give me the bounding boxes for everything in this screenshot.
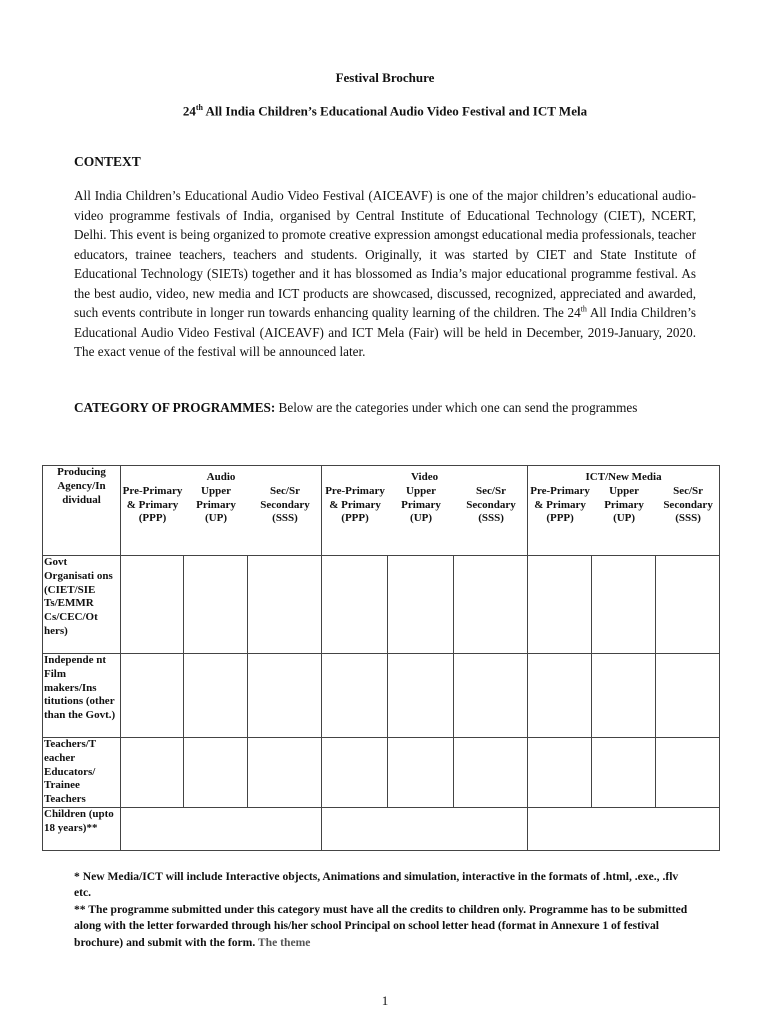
- footnotes: [74, 869, 696, 951]
- table-cell: [248, 556, 322, 654]
- header-producing-agency: Producing Agency/In dividual: [43, 466, 121, 556]
- table-cell: [592, 738, 656, 808]
- table-row: [43, 738, 720, 808]
- row-label-independent: Independe nt Film makers/Ins titutions (other than the Govt.): [43, 654, 121, 738]
- subtitle-text: All India Children’s Educational Audio Video Festival and ICT Mela: [203, 103, 588, 119]
- row-label-teachers: Teachers/T eacher Educators/ Trainee Teachers: [43, 738, 121, 808]
- header-group-audio: [121, 466, 322, 556]
- audio-subheader-sss: Sec/Sr Secondary (SSS): [260, 484, 310, 525]
- audio-subheader-ppp: Pre-Primary & Primary (PPP): [122, 484, 183, 525]
- group-label-ict: ICT/New Media: [585, 471, 662, 483]
- video-subheader-ppp: Pre-Primary & Primary (PPP): [325, 484, 385, 525]
- table-cell: [592, 556, 656, 654]
- table-cell: [388, 738, 454, 808]
- category-table: [42, 465, 720, 851]
- header-group-ict: [528, 466, 720, 556]
- table-cell: [248, 654, 322, 738]
- document-title: Festival Brochure: [335, 70, 435, 85]
- table-cell: [322, 654, 388, 738]
- table-cell: [656, 654, 720, 738]
- audio-subheaders: [121, 485, 322, 526]
- table-cell: [388, 654, 454, 738]
- footnote-children-category: ** The programme submitted under this category must have all the credits to children only. Programme has to be submitted along with the letter forwarded through his/her school Principal on school letter head (format in Annexure 1 of festival brochure) and submit with the form.: [74, 902, 688, 949]
- ict-subheader-up: Upper Primary (UP): [604, 484, 644, 525]
- video-subheaders: [322, 485, 528, 526]
- table-cell: [322, 556, 388, 654]
- footnote-new-media: * New Media/ICT will include Interactive objects, Animations and simulation, interactive in the formats of .html, .exe., .flv etc.: [74, 870, 679, 900]
- table-cell: [528, 654, 592, 738]
- subtitle-superscript: th: [195, 103, 204, 112]
- table-row: [43, 808, 720, 851]
- category-heading: CATEGORY OF PROGRAMMES:: [74, 400, 276, 415]
- table-cell: [454, 738, 528, 808]
- audio-subheader-up: Upper Primary (UP): [196, 484, 236, 525]
- table-cell: [454, 556, 528, 654]
- table-cell-merged-video: [322, 808, 528, 851]
- table-cell: [528, 556, 592, 654]
- group-label-video: Video: [411, 471, 439, 483]
- table-cell: [184, 654, 248, 738]
- context-paragraph: [74, 186, 696, 362]
- table-cell: [248, 738, 322, 808]
- table-row: [43, 654, 720, 738]
- table-cell: [656, 556, 720, 654]
- category-text: Below are the categories under which one can send the programmes: [275, 400, 638, 415]
- row-label-children: Children (upto 18 years)**: [43, 808, 121, 851]
- table-cell: [121, 654, 184, 738]
- context-superscript: th: [580, 304, 587, 314]
- table-cell: [388, 556, 454, 654]
- table-cell: [656, 738, 720, 808]
- table-cell: [121, 556, 184, 654]
- video-subheader-up: Upper Primary (UP): [401, 484, 441, 525]
- table-cell: [528, 738, 592, 808]
- video-subheader-sss: Sec/Sr Secondary (SSS): [466, 484, 516, 525]
- table-cell: [184, 556, 248, 654]
- page-number: 1: [381, 993, 389, 1008]
- table-row: [43, 556, 720, 654]
- table-cell: [184, 738, 248, 808]
- category-paragraph: [74, 398, 696, 417]
- context-heading: CONTEXT: [74, 154, 141, 169]
- table-cell: [322, 738, 388, 808]
- footnote-trailing-text: The theme: [255, 935, 311, 949]
- group-label-audio: Audio: [206, 471, 236, 483]
- subtitle-number: 24: [182, 103, 196, 119]
- header-group-video: [322, 466, 528, 556]
- ict-subheaders: [528, 485, 720, 526]
- context-text-part1: All India Children’s Educational Audio Video Festival (AICEAVF) is one of the major children’s educational audio-video programme festivals of India, organised by Central Institute of Educational Technology (CIET), NCERT, Delhi. This event is being organized to promote creative expression amongst educational media professionals, teacher educators, trainee teachers, teachers and students. Originally, it was started by CIET and State Institute of Educational Technology (SIETs) together and it has blossomed as India’s major educational programme festival. As the best audio, video, new media and ICT products are showcased, discussed, recognized, appreciated and awarded, such events contribute in longer run towards enhancing quality learning of the children. The 24: [74, 188, 696, 320]
- table-header-row: [43, 466, 720, 556]
- table-cell-merged-audio: [121, 808, 322, 851]
- table-cell-merged-ict: [528, 808, 720, 851]
- ict-subheader-ppp: Pre-Primary & Primary (PPP): [530, 484, 590, 525]
- table-cell: [121, 738, 184, 808]
- table-cell: [454, 654, 528, 738]
- table-cell: [592, 654, 656, 738]
- ict-subheader-sss: Sec/Sr Secondary (SSS): [663, 484, 713, 525]
- row-label-govt: Govt Organisati ons (CIET/SIE Ts/EMMR Cs/CEC/Ot hers): [43, 556, 121, 654]
- context-text-part2: All India Children’s Educational Audio Video Festival (AICEAVF) and ICT Mela (Fair) will be held in December, 2019-January, 2020. The exact venue of the festival will be announced later.: [74, 305, 696, 359]
- document-subtitle: [0, 103, 770, 119]
